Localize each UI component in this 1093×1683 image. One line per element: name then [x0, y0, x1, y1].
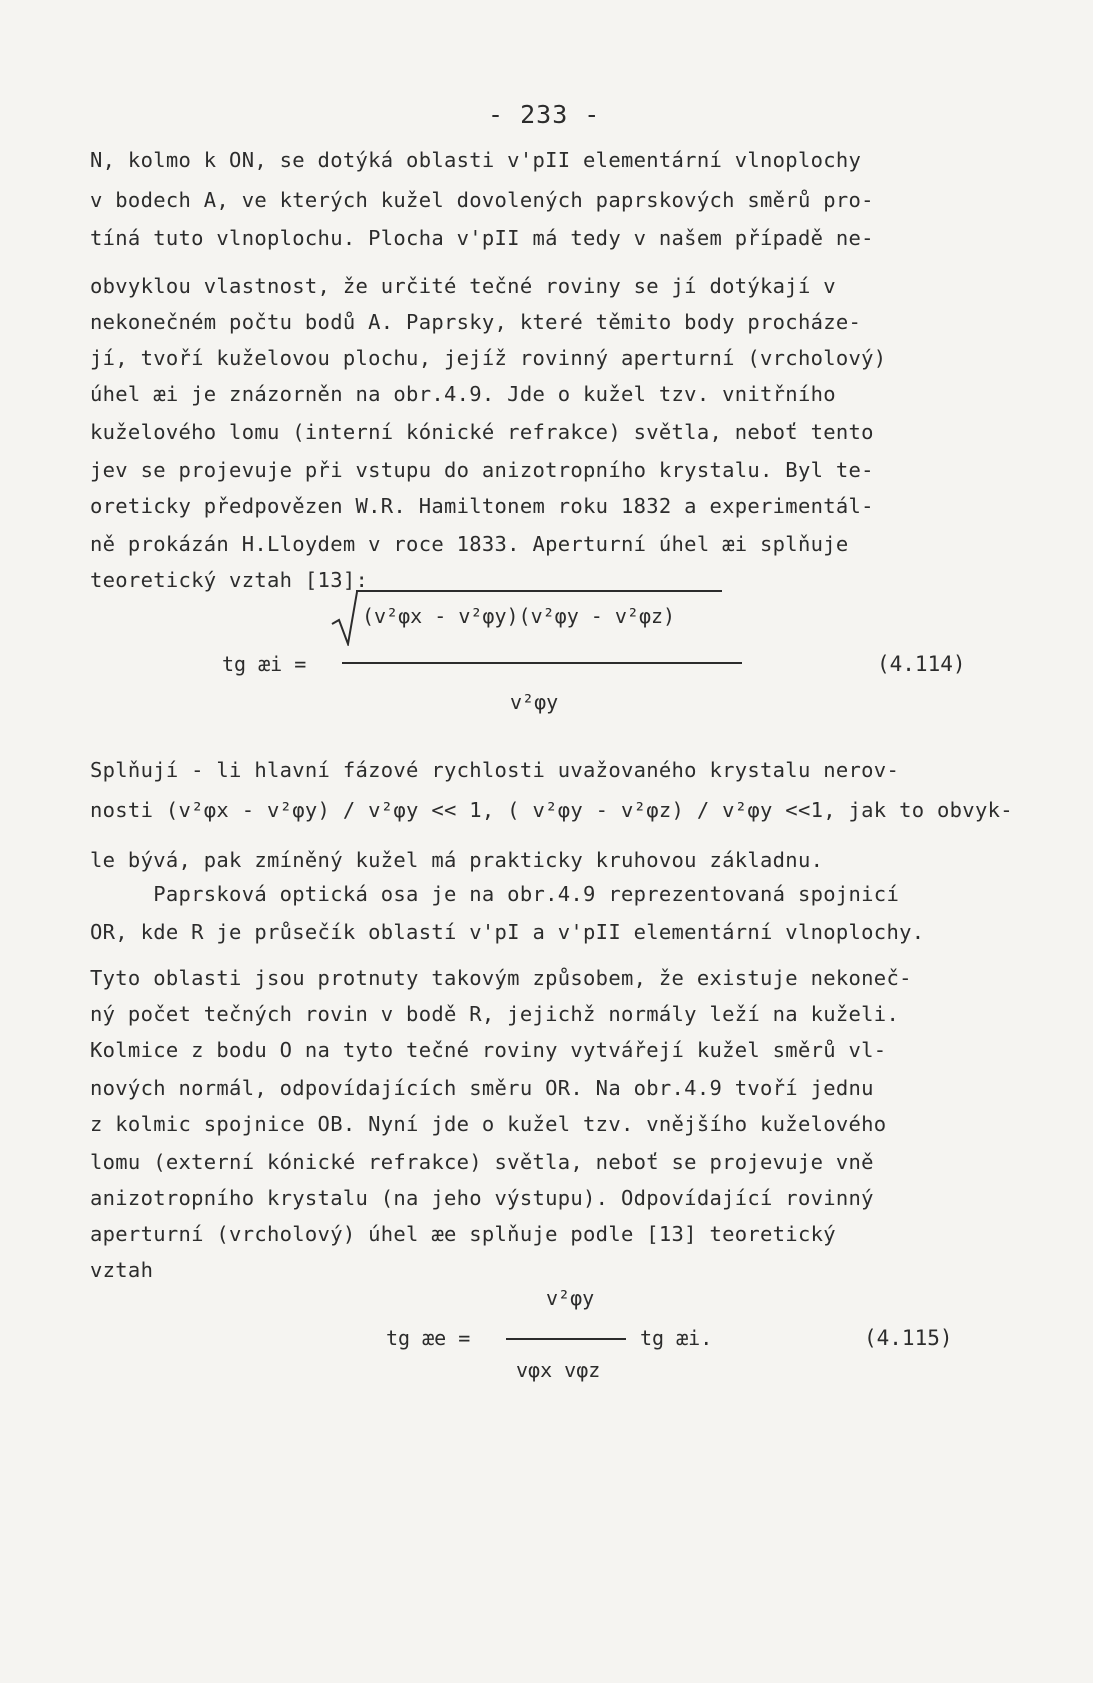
text-line: aperturní (vrcholový) úhel æe splňuje podle [13] teoretický: [90, 1222, 836, 1246]
eq2-rhs: tg æi.: [640, 1326, 713, 1350]
text-line: tíná tuto vlnoplochu. Plocha v'pII má tedy v našem případě ne-: [90, 226, 874, 250]
text-line: Tyto oblasti jsou protnuty takovým způsobem, že existuje nekoneč-: [90, 966, 912, 990]
text-line: teoretický vztah [13]:: [90, 568, 369, 592]
eq2-lhs: tg æe =: [386, 1326, 471, 1350]
text-line: jev se projevuje při vstupu do anizotropního krystalu. Byl te-: [90, 458, 874, 482]
text-line: ně prokázán H.Lloydem v roce 1833. Aperturní úhel æi splňuje: [90, 532, 849, 556]
text-line: ný počet tečných rovin v bodě R, jejichž normály leží na kuželi.: [90, 1002, 900, 1026]
fraction-line: [506, 1338, 626, 1340]
text-line: Paprsková optická osa je na obr.4.9 reprezentovaná spojnicí: [90, 882, 900, 906]
text-line: jí, tvoří kuželovou plochu, jejíž rovinný aperturní (vrcholový): [90, 346, 887, 370]
text-line: kuželového lomu (interní kónické refrakce) světla, neboť tento: [90, 420, 874, 444]
eq1-numerator: (v²φx - v²φy)(v²φy - v²φz): [362, 604, 676, 628]
page-number: - 233 -: [488, 100, 601, 129]
text-line: vztah: [90, 1258, 154, 1282]
eq1-label: (4.114): [877, 652, 966, 676]
eq2-denominator: vφx vφz: [516, 1358, 601, 1382]
text-line: le bývá, pak zmíněný kužel má prakticky kruhovou základnu.: [90, 848, 824, 872]
sqrt-sign: [330, 590, 358, 646]
text-line: obvyklou vlastnost, že určité tečné roviny se jí dotýkají v: [90, 274, 836, 298]
text-line: nekonečném počtu bodů A. Paprsky, které těmito body procháze-: [90, 310, 862, 334]
text-line: OR, kde R je průsečík oblastí v'pI a v'pII elementární vlnoplochy.: [90, 920, 925, 944]
text-line: úhel æi je znázorněn na obr.4.9. Jde o kužel tzv. vnitřního: [90, 382, 836, 406]
text-line: nosti (v²φx - v²φy) / v²φy << 1, ( v²φy - v²φz) / v²φy <<1, jak to obvyk-: [90, 798, 1013, 822]
text-line: v bodech A, ve kterých kužel dovolených paprskových směrů pro-: [90, 188, 874, 212]
text-line: anizotropního krystalu (na jeho výstupu). Odpovídající rovinný: [90, 1186, 874, 1210]
text-line: z kolmic spojnice OB. Nyní jde o kužel tzv. vnějšího kuželového: [90, 1112, 887, 1136]
text-line: oreticky předpovězen W.R. Hamiltonem roku 1832 a experimentál-: [90, 494, 874, 518]
sqrt-bar: [356, 590, 722, 592]
text-line: Splňují - li hlavní fázové rychlosti uvažovaného krystalu nerov-: [90, 758, 900, 782]
eq2-label: (4.115): [864, 1326, 953, 1350]
text-line: Kolmice z bodu O na tyto tečné roviny vytvářejí kužel směrů vl-: [90, 1038, 887, 1062]
fraction-line: [342, 662, 742, 664]
eq2-numerator: v²φy: [546, 1286, 595, 1310]
text-line: lomu (externí kónické refrakce) světla, neboť se projevuje vně: [90, 1150, 874, 1174]
eq1-lhs: tg æi =: [222, 652, 307, 676]
text-line: nových normál, odpovídajících směru OR. Na obr.4.9 tvoří jednu: [90, 1076, 874, 1100]
eq1-denominator: v²φy: [510, 690, 559, 714]
text-line: N, kolmo k ON, se dotýká oblasti v'pII elementární vlnoplochy: [90, 148, 862, 172]
